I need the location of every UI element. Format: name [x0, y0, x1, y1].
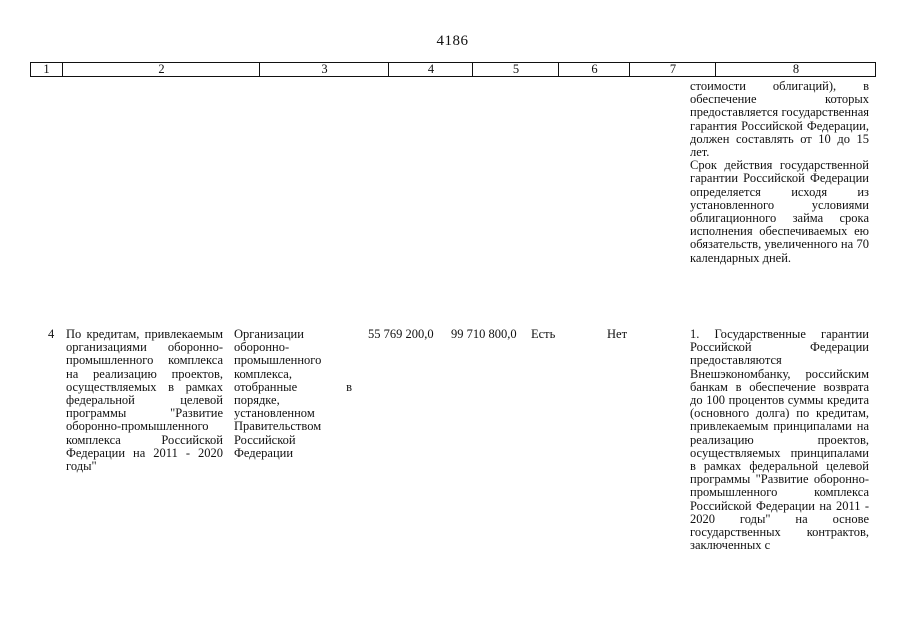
conditions-cell: 1. Государственные гарантии Российской Федерации предоставляются Внешэкономбанку, российским банкам в обеспечение возврата до 100 процентов суммы кредита (основного долга) по кредитам, привлекаемым принципалами на реализацию проектов, осуществляемых принципалами в рамках федеральной целевой программы "Развитие оборонно-промышленного комплекса Российской Федерации на 2011 - 2020 годы" на основе государственных контрактов, заключенных с [690, 327, 869, 553]
amount-cell-1: 55 769 200,0 [368, 327, 434, 341]
conditions-paragraph-2: Срок действия государственной гарантии Российской Федерации определяется исходя из установленного условиями облигационного займа срока исполнения обеспечиваемых ею обязательств, увеличенного на 70 календарных дней. [690, 158, 869, 265]
row-number: 4 [48, 327, 55, 341]
header-col-4: 4 [388, 63, 473, 76]
principal-cell: Организации оборонно-промышленного комплекса, отобранные в порядке, установленном Правительством Российской Федерации [234, 327, 352, 460]
header-col-5: 5 [472, 63, 559, 76]
header-col-2: 2 [62, 63, 260, 76]
header-col-1: 1 [43, 62, 50, 76]
page-number: 4186 [436, 33, 469, 49]
header-col-3: 3 [259, 63, 389, 76]
collateral-cell: Нет [607, 327, 628, 341]
regress-cell: Есть [531, 327, 556, 341]
amount-cell-2: 99 710 800,0 [451, 327, 517, 341]
header-col-8: 8 [715, 63, 876, 76]
guarantee-purpose-cell: По кредитам, привлекаемым организациями оборонно-промышленного комплекса на реализацию проектов, осуществляемых в рамках федеральной целевой программы "Развитие оборонно-промышленного комплекса Российской Федерации на 2011 - 2020 годы" [66, 327, 223, 474]
continued-conditions-cell [690, 80, 869, 265]
table-header-row [30, 62, 876, 77]
conditions-paragraph-1: стоимости облигаций), в обеспечение которых предоставляется государственная гарантия Российской Федерации, должен составлять от 10 до 15 лет. [690, 79, 869, 160]
header-col-6: 6 [558, 63, 630, 76]
header-col-7: 7 [629, 63, 716, 76]
